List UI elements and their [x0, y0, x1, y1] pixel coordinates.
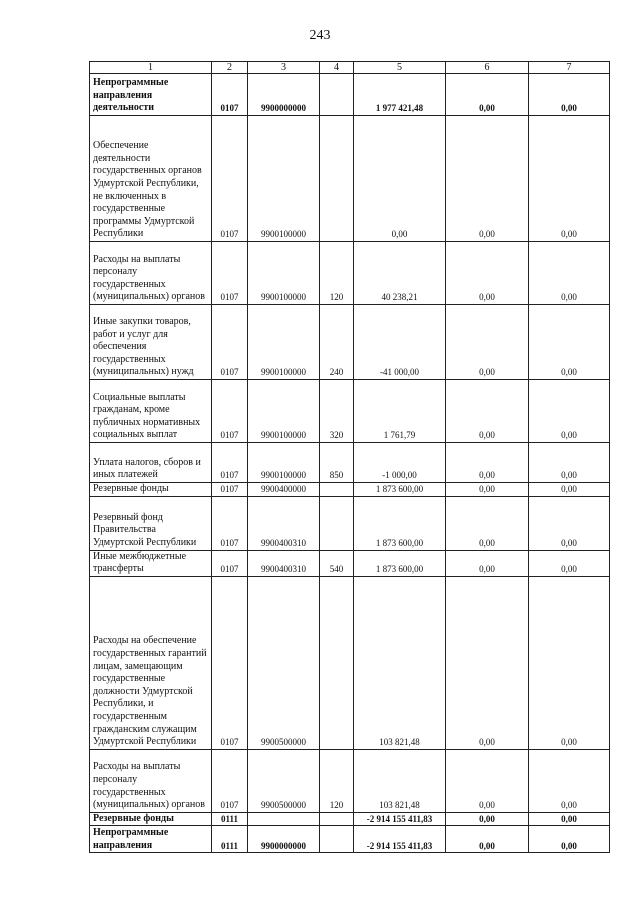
cell-amount: -2 914 155 411,83 — [354, 812, 446, 826]
cell-expense-type: 120 — [320, 242, 354, 305]
cell-amount-col6: 0,00 — [446, 443, 529, 483]
cell-expense-type: 120 — [320, 749, 354, 812]
cell-section: 0107 — [212, 443, 248, 483]
table-row — [90, 576, 610, 749]
cell-amount-col7: 0,00 — [529, 812, 610, 826]
cell-expense-type — [320, 116, 354, 242]
table-row — [90, 116, 610, 242]
cell-amount-col7: 0,00 — [529, 305, 610, 380]
table-body — [90, 74, 610, 853]
cell-section: 0107 — [212, 380, 248, 443]
cell-name: Резервные фонды — [90, 483, 212, 497]
cell-target-article: 9900100000 — [248, 443, 320, 483]
cell-target-article: 9900500000 — [248, 576, 320, 749]
cell-expense-type: 540 — [320, 550, 354, 576]
table-row — [90, 483, 610, 497]
cell-amount-col6: 0,00 — [446, 812, 529, 826]
cell-amount-col7: 0,00 — [529, 242, 610, 305]
cell-amount-col7: 0,00 — [529, 826, 610, 853]
cell-amount-col7: 0,00 — [529, 550, 610, 576]
column-header: 2 — [212, 62, 248, 74]
cell-amount-col6: 0,00 — [446, 116, 529, 242]
cell-name: Непрограммные направления — [90, 826, 212, 853]
cell-amount-col6: 0,00 — [446, 576, 529, 749]
cell-amount-col6: 0,00 — [446, 496, 529, 550]
cell-section: 0107 — [212, 496, 248, 550]
table-row — [90, 380, 610, 443]
cell-expense-type: 240 — [320, 305, 354, 380]
cell-section: 0107 — [212, 116, 248, 242]
cell-name: Уплата налогов, сборов и иных платежей — [90, 443, 212, 483]
cell-amount-col6: 0,00 — [446, 380, 529, 443]
cell-name: Резервные фонды — [90, 812, 212, 826]
cell-expense-type — [320, 576, 354, 749]
cell-amount: 103 821,48 — [354, 749, 446, 812]
cell-name: Иные межбюджетные трансферты — [90, 550, 212, 576]
table-row — [90, 826, 610, 853]
cell-amount-col7: 0,00 — [529, 116, 610, 242]
cell-expense-type — [320, 496, 354, 550]
cell-amount: 103 821,48 — [354, 576, 446, 749]
cell-amount-col7: 0,00 — [529, 483, 610, 497]
cell-section: 0107 — [212, 749, 248, 812]
budget-table — [89, 61, 610, 853]
cell-section: 0107 — [212, 550, 248, 576]
cell-expense-type — [320, 812, 354, 826]
cell-amount-col7: 0,00 — [529, 443, 610, 483]
table-row — [90, 496, 610, 550]
column-header: 3 — [248, 62, 320, 74]
cell-amount-col6: 0,00 — [446, 74, 529, 116]
cell-amount: 1 873 600,00 — [354, 483, 446, 497]
table-row — [90, 550, 610, 576]
cell-target-article: 9900500000 — [248, 749, 320, 812]
cell-amount: 1 873 600,00 — [354, 496, 446, 550]
cell-amount-col6: 0,00 — [446, 826, 529, 853]
cell-name: Расходы на выплаты персоналу государственных (муниципальных) органов — [90, 749, 212, 812]
cell-section: 0111 — [212, 826, 248, 853]
cell-expense-type — [320, 483, 354, 497]
cell-amount-col6: 0,00 — [446, 550, 529, 576]
cell-name: Иные закупки товаров, работ и услуг для обеспечения государственных (муниципальных) нужд — [90, 305, 212, 380]
cell-section: 0107 — [212, 242, 248, 305]
cell-amount: -41 000,00 — [354, 305, 446, 380]
cell-amount-col6: 0,00 — [446, 305, 529, 380]
cell-name: Расходы на выплаты персоналу государственных (муниципальных) органов — [90, 242, 212, 305]
table-row — [90, 443, 610, 483]
cell-amount-col6: 0,00 — [446, 242, 529, 305]
cell-amount-col6: 0,00 — [446, 483, 529, 497]
cell-name: Обеспечение деятельности государственных органов Удмуртской Республики, не включенных в государственные программы Удмуртской Республики — [90, 116, 212, 242]
column-header: 4 — [320, 62, 354, 74]
table-row — [90, 749, 610, 812]
column-header: 7 — [529, 62, 610, 74]
cell-target-article — [248, 812, 320, 826]
cell-target-article: 9900100000 — [248, 380, 320, 443]
cell-amount: 1 761,79 — [354, 380, 446, 443]
column-header: 1 — [90, 62, 212, 74]
cell-amount-col7: 0,00 — [529, 74, 610, 116]
column-header: 5 — [354, 62, 446, 74]
cell-name: Социальные выплаты гражданам, кроме публичных нормативных социальных выплат — [90, 380, 212, 443]
cell-section: 0107 — [212, 74, 248, 116]
cell-target-article: 9900000000 — [248, 74, 320, 116]
cell-target-article: 9900400000 — [248, 483, 320, 497]
cell-amount: 1 977 421,48 — [354, 74, 446, 116]
cell-section: 0111 — [212, 812, 248, 826]
cell-amount-col7: 0,00 — [529, 496, 610, 550]
cell-section: 0107 — [212, 576, 248, 749]
table-row — [90, 305, 610, 380]
table-row — [90, 74, 610, 116]
cell-target-article: 9900400310 — [248, 550, 320, 576]
table-header-row — [90, 62, 610, 74]
cell-section: 0107 — [212, 305, 248, 380]
cell-amount: 40 238,21 — [354, 242, 446, 305]
cell-amount: 0,00 — [354, 116, 446, 242]
cell-target-article: 9900100000 — [248, 242, 320, 305]
cell-target-article: 9900100000 — [248, 305, 320, 380]
cell-section: 0107 — [212, 483, 248, 497]
table-row — [90, 242, 610, 305]
cell-amount: -2 914 155 411,83 — [354, 826, 446, 853]
cell-amount-col7: 0,00 — [529, 380, 610, 443]
cell-expense-type — [320, 74, 354, 116]
cell-name: Непрограммные направления деятельности — [90, 74, 212, 116]
cell-expense-type — [320, 826, 354, 853]
cell-target-article: 9900000000 — [248, 826, 320, 853]
column-header: 6 — [446, 62, 529, 74]
cell-expense-type: 850 — [320, 443, 354, 483]
cell-amount-col7: 0,00 — [529, 749, 610, 812]
cell-name: Резервный фонд Правительства Удмуртской Республики — [90, 496, 212, 550]
cell-amount-col7: 0,00 — [529, 576, 610, 749]
cell-amount: 1 873 600,00 — [354, 550, 446, 576]
cell-expense-type: 320 — [320, 380, 354, 443]
cell-amount-col6: 0,00 — [446, 749, 529, 812]
page-number: 243 — [309, 28, 331, 43]
cell-target-article: 9900400310 — [248, 496, 320, 550]
cell-name: Расходы на обеспечение государственных гарантий лицам, замещающим государственные должности Удмуртской Республики, и государственным гражданским служащим Удмуртской Республики — [90, 576, 212, 749]
cell-target-article: 9900100000 — [248, 116, 320, 242]
table-row — [90, 812, 610, 826]
cell-amount: -1 000,00 — [354, 443, 446, 483]
